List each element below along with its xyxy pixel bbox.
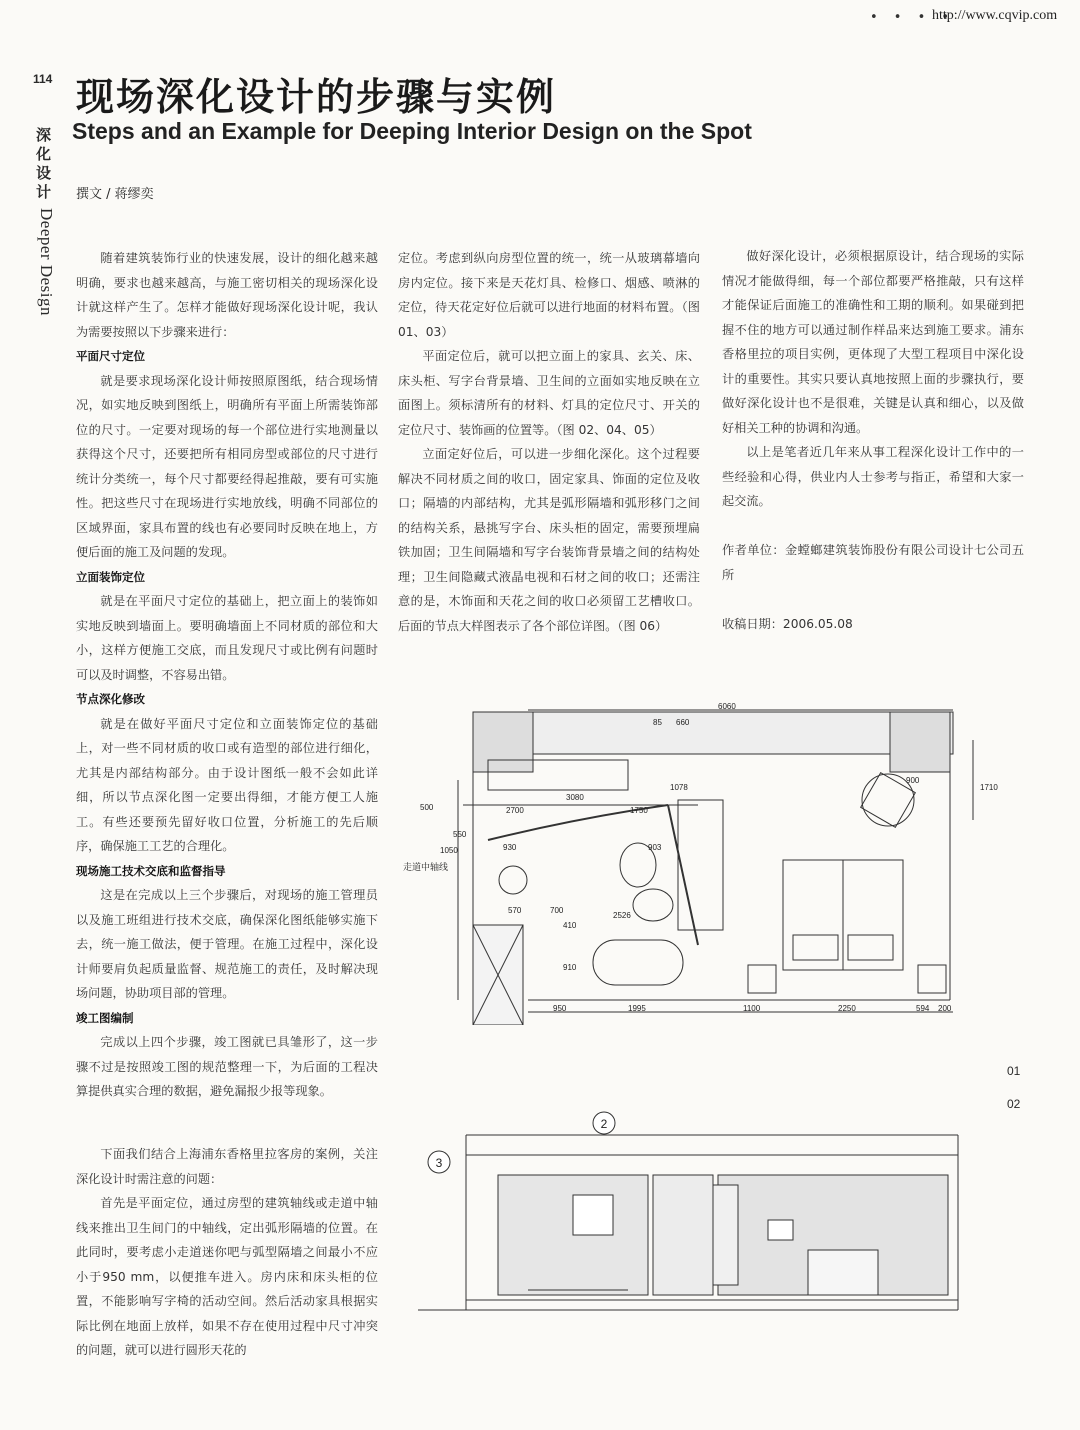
figure-number: 01	[1007, 1064, 1021, 1078]
dim-label: 85	[653, 718, 662, 727]
paragraph: 随着建筑装饰行业的快速发展，设计的细化越来越明确，要求也越来越高，与施工密切相关的现场深化设计就这样产生了。怎样才能做好现场深化设计呢，我认为需要按照以下步骤来进行：	[76, 251, 378, 339]
sidebar-char: 计	[36, 183, 52, 201]
column-1	[76, 246, 378, 1104]
dim-label: 550	[453, 830, 467, 839]
paragraph: 平面定位后，就可以把立面上的家具、玄关、床、床头柜、写字台背景墙、卫生间的立面如实地反映在立面图上。须标清所有的材料、灯具的定位尺寸、开关的定位尺寸、装饰画的位置等。（图 02、04、05）	[398, 349, 700, 437]
column-1-lower	[76, 1142, 378, 1363]
byline: 撰文 / 蒋缪奕	[76, 187, 154, 202]
section-heading: 立面装饰定位	[76, 569, 145, 584]
dim-label: 500	[420, 803, 434, 812]
dim-label: 1995	[628, 1004, 646, 1013]
article-title-en: Steps and an Example for Deeping Interior Design on the Spot	[72, 118, 752, 144]
dim-label: 410	[563, 921, 577, 930]
dim-label: 594	[916, 1004, 930, 1013]
section-heading: 节点深化修改	[76, 692, 145, 706]
dim-label: 950	[553, 1004, 567, 1013]
dim-label: 1078	[670, 783, 688, 792]
corridor-axis-label: 走道中轴线	[403, 862, 449, 872]
section-heading: 竣工图编制	[76, 1010, 134, 1025]
dim-label: 2526	[613, 911, 631, 920]
dim-label: 1710	[980, 783, 998, 792]
column-hatch	[890, 712, 950, 772]
sidebar-en: Deeper Design	[37, 208, 56, 316]
section-heading: 平面尺寸定位	[76, 349, 145, 363]
header-dots: • • • •	[870, 10, 956, 25]
dim-label: 2250	[838, 1004, 856, 1013]
dim-label: 6060	[718, 702, 736, 711]
sidebar-char: 化	[36, 145, 52, 163]
author-unit: 作者单位：金螳螂建筑装饰股份有限公司设计七公司五所	[722, 543, 1024, 582]
paragraph: 首先是平面定位，通过房型的建筑轴线或走道中轴线来推出卫生间门的中轴线，定出弧形隔墙的位置。在此同时，要考虑小走道迷你吧与弧型隔墙之间最小不应小于950 mm，以便推车进入。房内床和床头柜的位置，不能影响写字椅的活动空间。然后活动家具根据实际比例在地面上放样，如果不存在使用过程中尺寸冲突的问题，就可以进行圆形天花的	[76, 1196, 378, 1357]
paragraph: 以上是笔者近几年来从事工程深化设计工作中的一些经验和心得，供业内人士参考与指正，希望和大家一起交流。	[722, 445, 1024, 508]
figure-number: 02	[1007, 1097, 1021, 1111]
dim-label: 930	[503, 843, 517, 852]
dim-label: 903	[648, 843, 662, 852]
header-url[interactable]: http://www.cqvip.com	[932, 8, 1058, 23]
dim-label: 1100	[743, 1004, 761, 1013]
paragraph: 就是要求现场深化设计师按照原图纸，结合现场情况，如实地反映到图纸上，明确所有平面上所需装饰部位的尺寸。一定要对现场的每一个部位进行实地测量以获得这个尺寸，还要把所有相同房型或部位的尺寸进行统计分类统一，每个尺寸都要经得起推敲，要有可实施性。把这些尺寸在现场进行实地放线，明确不同部位的区域界面，家具布置的线也有必要同时反映在地上，方便后面的施工及问题的发现。	[76, 373, 378, 559]
dim-label: 900	[906, 776, 920, 785]
paragraph: 下面我们结合上海浦东香格里拉客房的案例，关注深化设计时需注意的问题：	[76, 1147, 378, 1186]
dim-label: 2700	[506, 806, 524, 815]
dim-label: 1750	[630, 806, 648, 815]
section-sidebar	[36, 126, 56, 316]
figure-01-floor-plan	[398, 700, 998, 1025]
paragraph: 这是在完成以上三个步骤后，对现场的施工管理员以及施工班组进行技术交底，确保深化图纸能够实施下去，统一施工做法，便于管理。在施工过程中，深化设计师要肩负起质量监督、规范施工的责任，及时解决现场问题，协助项目部的管理。	[76, 888, 378, 1000]
paragraph: 定位。考虑到纵向房型位置的统一，统一从玻璃幕墙向房内定位。接下来是天花灯具、检修口、烟感、喷淋的定位，待天花定好位后就可以进行地面的材料布置。（图 01、03）	[398, 251, 700, 339]
dim-label: 910	[563, 963, 577, 972]
paragraph: 立面定好位后，可以进一步细化深化。这个过程要解决不同材质之间的收口，固定家具、饰面的定位及收口；隔墙的内部结构，尤其是弧形隔墙和弧形移门之间的结构关系，悬挑写字台、床头柜的固定，需要预埋扁铁加固；卫生间隔墙和写字台装饰背景墙之间的结构处理；卫生间隐藏式液晶电视和石材之间的收口；还需注意的是，木饰面和天花之间的收口必须留工艺槽收口。后面的节点大样图表示了各个部位详图。（图 06）	[398, 447, 700, 633]
marker-label: 3	[435, 1156, 443, 1170]
paragraph: 就是在平面尺寸定位的基础上，把立面上的装饰如实地反映到墙面上。要明确墙面上不同材质的部位和大小，这样方便施工交底，而且发现尺寸或比例有问题时可以及时调整，不容易出错。	[76, 594, 378, 682]
article-title-cn: 现场深化设计的步骤与实例	[76, 75, 557, 119]
column-hatch	[473, 712, 533, 772]
dim-label: 660	[676, 718, 690, 727]
dim-label: 200	[938, 1004, 952, 1013]
dim-label: 570	[508, 906, 522, 915]
paragraph: 完成以上四个步骤，竣工图就已具雏形了，这一步骤不过是按照竣工图的规范整理一下，为后面的工程决算提供真实合理的数据，避免漏报少报等现象。	[76, 1035, 378, 1098]
marker-label: 2	[600, 1117, 608, 1131]
figure-02-elevation	[398, 1095, 998, 1340]
dim-label: 700	[550, 906, 564, 915]
sidebar-char: 深	[36, 126, 52, 144]
paragraph: 做好深化设计，必须根据原设计，结合现场的实际情况才能做得细，每一个部位都要严格推敲，只有这样才能保证后面施工的准确性和工期的顺利。如果碰到把握不住的地方可以通过制作样品来达到施工要求。浦东香格里拉的项目实例，更体现了大型工程项目中深化设计的重要性。其实只要认真地按照上面的步骤执行，要做好深化设计也不是很难，关键是认真和细心，以及做好相关工种的协调和沟通。	[722, 249, 1024, 435]
page-number: 114	[33, 72, 53, 86]
column-3	[722, 244, 1024, 636]
paragraph: 就是在做好平面尺寸定位和立面装饰定位的基础上，对一些不同材质的收口或有造型的部位进行细化，尤其是内部结构部分。由于设计图纸一般不会如此详细，所以节点深化图一定要出得细，才能方便工人施工。有些还要预先留好收口位置，分析施工的先后顺序，确保施工工艺的合理化。	[76, 716, 378, 853]
dim-label: 1050	[440, 846, 458, 855]
dim-label: 3080	[566, 793, 584, 802]
received-date: 收稿日期：2006.05.08	[722, 616, 853, 631]
section-heading: 现场施工技术交底和监督指导	[76, 863, 226, 878]
sidebar-char: 设	[36, 164, 52, 182]
column-2	[398, 246, 700, 638]
